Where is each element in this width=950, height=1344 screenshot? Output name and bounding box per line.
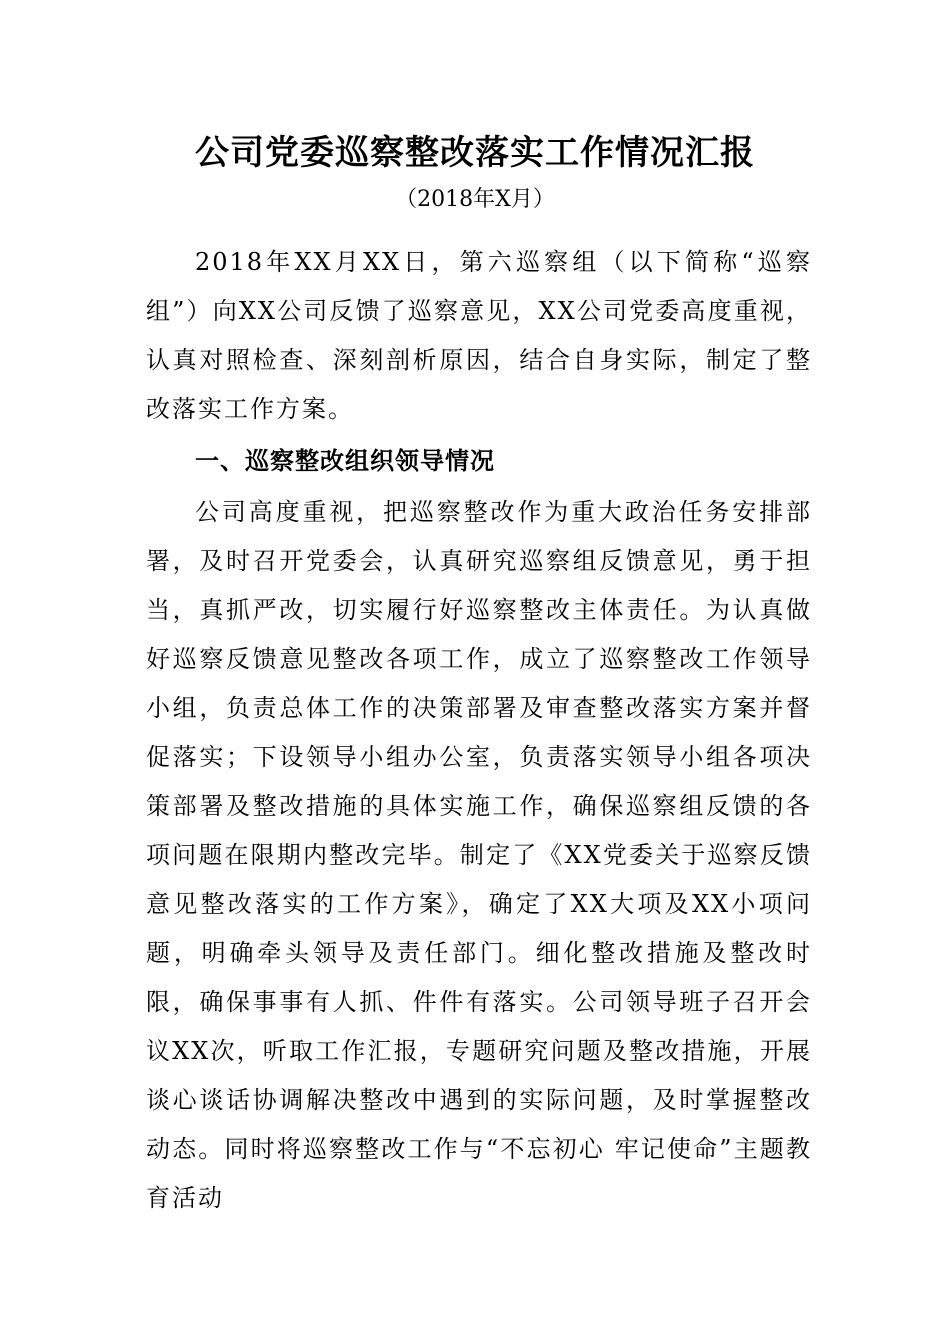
section-heading: 一、巡察整改组织领导情况 [195, 447, 495, 475]
intro-paragraph: 2018年XX月XX日，第六巡察组（以下简称“巡察组”）向XX公司反馈了巡察意见，XX公司党委高度重视，认真对照检查、深刻剖析原因，结合自身实际，制定了整改落实工作方案。 [146, 248, 812, 423]
body-paragraph: 公司高度重视，把巡察整改作为重大政治任务安排部署，及时召开党委会，认真研究巡察组反馈意见，勇于担当，真抓严改，切实履行好巡察整改主体责任。为认真做好巡察反馈意见整改各项工作，成立了巡察整改工作领导小组，负责总体工作的决策部署及审查整改落实方案并督促落实；下设领导小组办公室，负责落实领导小组各项决策部署及整改措施的具体实施工作，确保巡察组反馈的各项问题在限期内整改完毕。制定了《XX党委关于巡察反馈意见整改落实的工作方案》，确定了XX大项及XX小项问题，明确牵头领导及责任部门。细化整改措施及整改时限，确保事事有人抓、件件有落实。公司领导班子召开会议XX次，听取工作汇报，专题研究问题及整改措施，开展谈心谈话协调解决整改中遇到的实际问题，及时掌握整改动态。同时将巡察整改工作与“不忘初心 牢记使命”主题教育活动 [146, 498, 812, 1212]
document-title: 公司党委巡察整改落实工作情况汇报 [195, 133, 755, 173]
document-date: （2018年X月） [395, 187, 555, 212]
